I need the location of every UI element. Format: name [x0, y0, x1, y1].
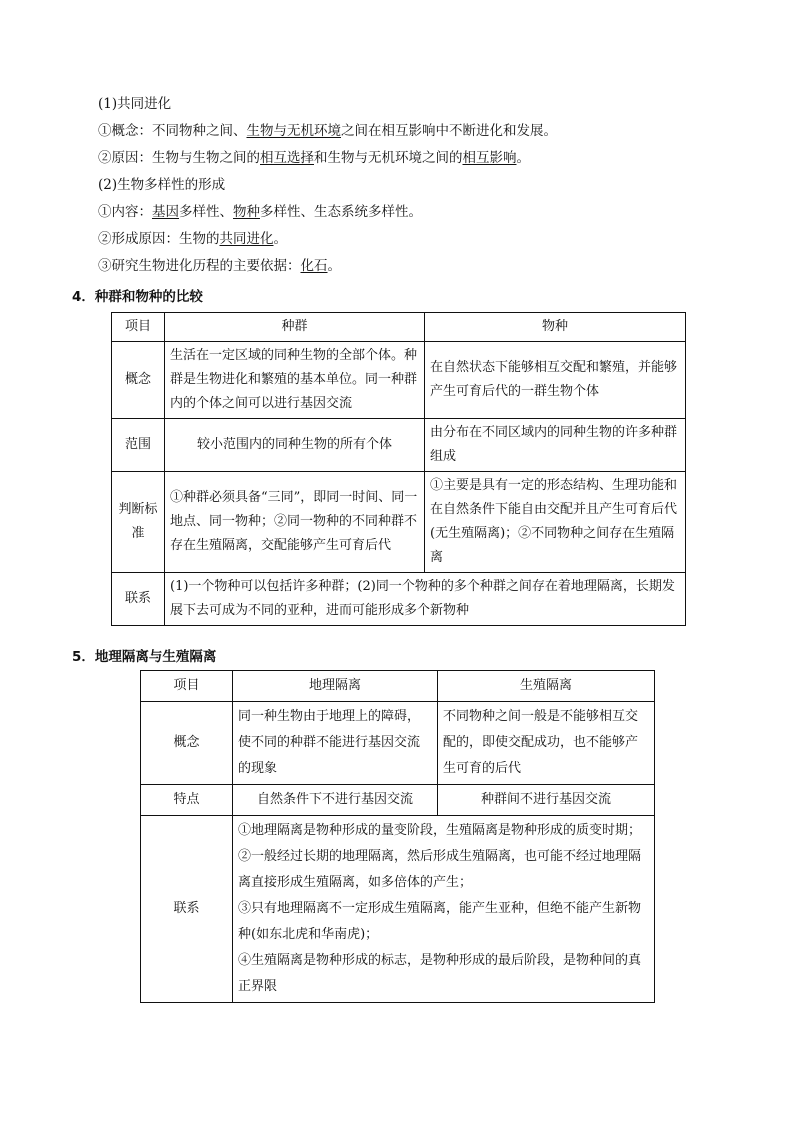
row-item: 联系 — [112, 573, 165, 626]
table-row — [112, 472, 686, 573]
biodiversity-content: ①内容：基因多样性、物种多样性、生态系统多样性。 — [98, 204, 422, 220]
population-species-table — [111, 312, 686, 626]
header-reproductive: 生殖隔离 — [438, 671, 655, 702]
row-item: 概念 — [112, 342, 165, 419]
row-cell: 由分布在不同区域内的同种生物的许多种群组成 — [425, 419, 686, 472]
isolation-table — [140, 670, 655, 1003]
row-item: 范围 — [112, 419, 165, 472]
row-cell: (1)一个物种可以包括许多种群；(2)同一个物种的多个种群之间存在着地理隔离，长期发展下去可成为不同的亚种，进而可能形成多个新物种 — [165, 573, 686, 626]
relation-point: ③只有地理隔离不一定形成生殖隔离，能产生亚种，但绝不能产生新物种(如东北虎和华南虎)； — [238, 901, 642, 942]
row-cell — [233, 816, 655, 1003]
header-geographic: 地理隔离 — [233, 671, 438, 702]
biodiversity-title: (2)生物多样性的形成 — [98, 177, 226, 193]
row-cell: ①主要是具有一定的形态结构、生理功能和在自然条件下能自由交配并且产生可育后代(无生殖隔离)；②不同物种之间存在生殖隔离 — [425, 472, 686, 573]
coevolution-cause: ②原因：生物与生物之间的相互选择和生物与无机环境之间的相互影响。 — [98, 150, 530, 166]
header-item: 项目 — [141, 671, 233, 702]
biodiversity-evidence: ③研究生物进化历程的主要依据：化石。 — [98, 258, 341, 274]
header-species: 物种 — [425, 313, 686, 342]
biodiversity-reason: ②形成原因：生物的共同进化。 — [98, 231, 287, 247]
table-row — [141, 785, 655, 816]
table-header-row — [141, 671, 655, 702]
header-population: 种群 — [165, 313, 425, 342]
relation-point: ④生殖隔离是物种形成的标志，是物种形成的最后阶段，是物种间的真正界限 — [238, 953, 642, 994]
row-item: 判断标准 — [112, 472, 165, 573]
row-item: 联系 — [141, 816, 233, 1003]
header-item: 项目 — [112, 313, 165, 342]
row-cell: 较小范围内的同种生物的所有个体 — [165, 419, 425, 472]
row-cell: 不同物种之间一般是不能够相互交配的，即使交配成功，也不能够产生可育的后代 — [438, 702, 655, 785]
row-cell: 自然条件下不进行基因交流 — [233, 785, 438, 816]
table2-heading: 5．地理隔离与生殖隔离 — [72, 649, 217, 665]
row-cell: 种群间不进行基因交流 — [438, 785, 655, 816]
coevolution-concept: ①概念：不同物种之间、生物与无机环境之间在相互影响中不断进化和发展。 — [98, 123, 557, 139]
row-cell: 生活在一定区域的同种生物的全部个体。种群是生物进化和繁殖的基本单位。同一种群内的个体之间可以进行基因交流 — [165, 342, 425, 419]
table-row — [141, 702, 655, 785]
table-header-row — [112, 313, 686, 342]
row-item: 特点 — [141, 785, 233, 816]
row-cell: 在自然状态下能够相互交配和繁殖，并能够产生可育后代的一群生物个体 — [425, 342, 686, 419]
row-cell: ①种群必须具备“三同”，即同一时间、同一地点、同一物种；②同一物种的不同种群不存在生殖隔离，交配能够产生可育后代 — [165, 472, 425, 573]
table-row — [112, 419, 686, 472]
coevolution-title: (1)共同进化 — [98, 96, 172, 112]
table-row — [141, 816, 655, 1003]
table1-heading: 4．种群和物种的比较 — [72, 289, 203, 305]
table-row — [112, 342, 686, 419]
row-cell: 同一种生物由于地理上的障碍，使不同的种群不能进行基因交流的现象 — [233, 702, 438, 785]
relation-point: ①地理隔离是物种形成的量变阶段，生殖隔离是物种形成的质变时期； — [238, 823, 642, 838]
row-item: 概念 — [141, 702, 233, 785]
relation-point: ②一般经过长期的地理隔离，然后形成生殖隔离，也可能不经过地理隔离直接形成生殖隔离，如多倍体的产生； — [238, 849, 642, 890]
table-row — [112, 573, 686, 626]
